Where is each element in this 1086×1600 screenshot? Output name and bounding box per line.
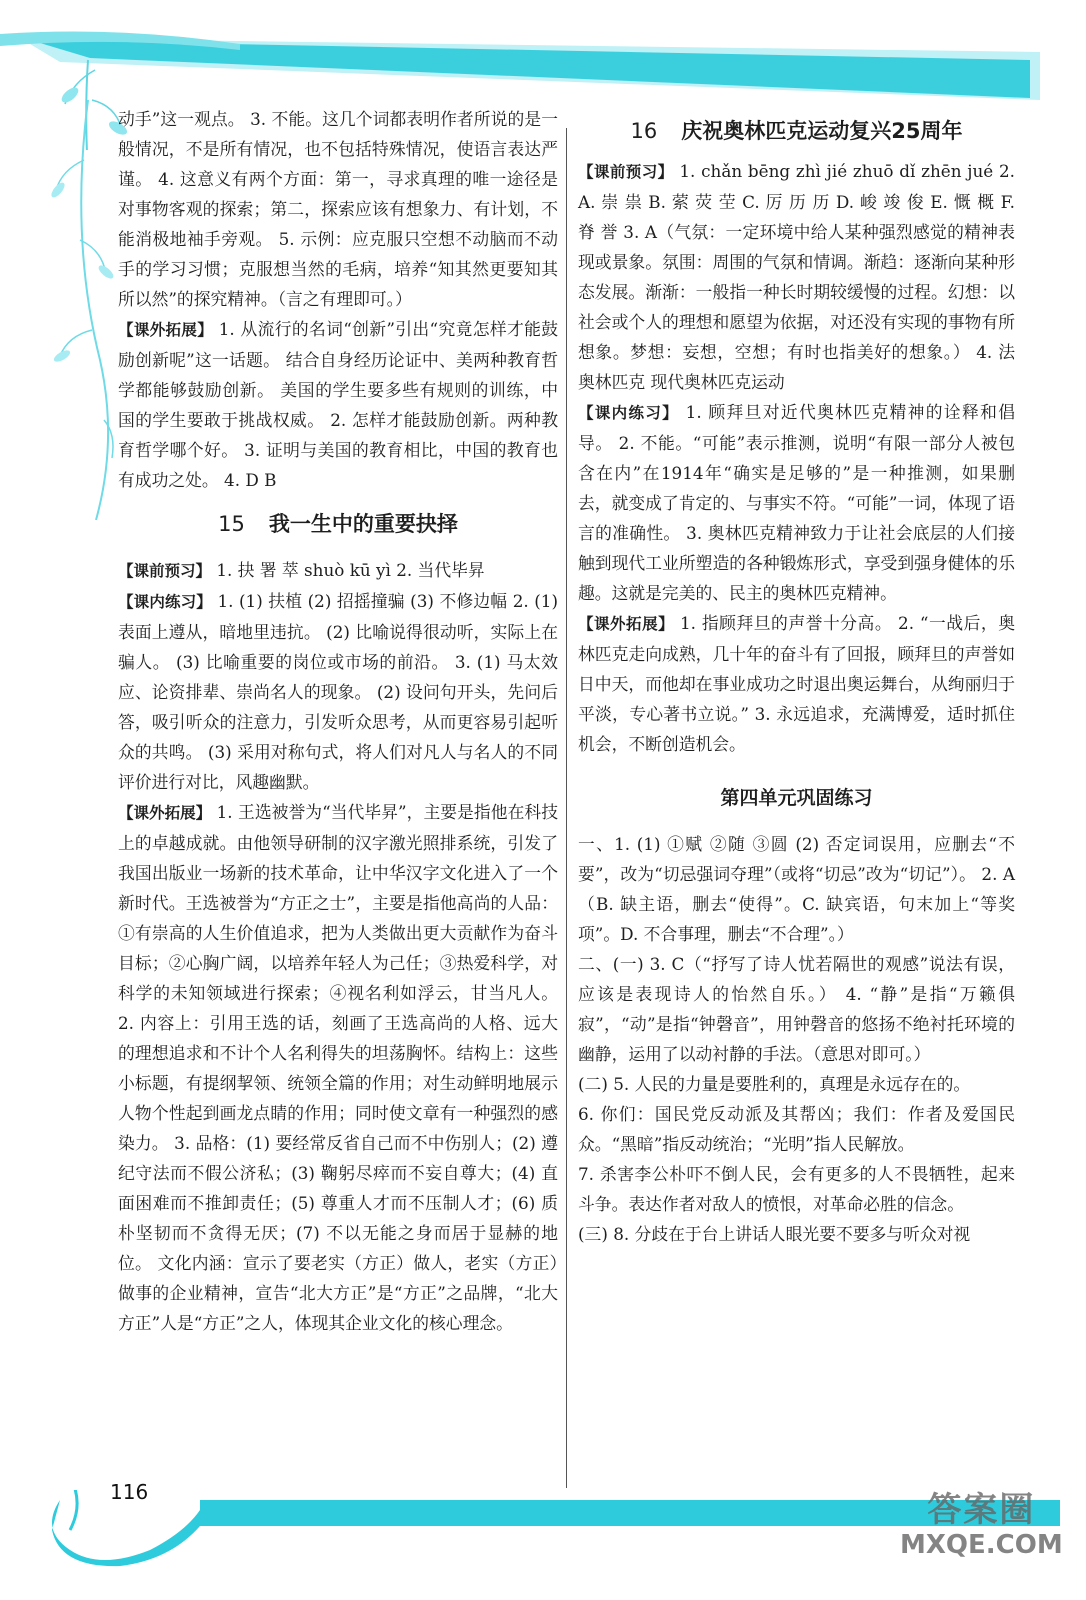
answer-text: 1. (1) 扶植 (2) 招摇撞骗 (3) 不修边幅 2. (1) 表面上遵从，暗地里违抗。 (2) 比喻说得很动听，实际上在骗人。 (3) 比喻重要的岗位或市场的前沿。 3. (1) 马太效应、论资排辈、崇尚名人的现象。 (2) 设问句开头，先问后答，吸引听众的注意力，引发听众思考，从而更容易引起听众的共鸣。 (3) 采用对称句式，将人们对凡人与名人的不同评价进行对比，风趣幽默。 — [118, 591, 558, 792]
answer-text: 1. 顾拜旦对近代奥林匹克精神的诠释和倡导。 2. 不能。“可能”表示推测，说明“有限一部分人被包含在内”在1914年“确实是足够的”是一种推测，如果删去，就变成了肯定的、与事实不符。“可能”一词，体现了语言的准确性。 3. 奥林匹克精神致力于让社会底层的人们接触到现代工业所塑造的各种锻炼形式，享受到强身健体的乐趣。这就是完美的、民主的奥林匹克精神。 — [578, 402, 1015, 603]
answer-paragraph: 6. 你们：国民党反动派及其帮凶；我们：作者及爱国民众。“黑暗”指反动统治；“光明”指人民解放。 — [578, 1104, 1015, 1154]
answer-paragraph — [578, 608, 1015, 759]
answer-text: 1. 抉 署 萃 shuò kū yì 2. 当代毕昇 — [211, 560, 485, 580]
page-number: 116 — [110, 1480, 149, 1504]
right-column — [578, 104, 1015, 1249]
answer-paragraph — [118, 555, 558, 586]
answer-paragraph — [578, 156, 1015, 397]
section-tag: 【课前预习】 — [578, 163, 674, 181]
answer-text: 1. 从流行的名词“创新”引出“究竟怎样才能鼓励创新呢”这一话题。 结合自身经历论证中、美两种教育哲学都能够鼓励创新。 美国的学生要多些有规则的训练，中国的学生要敢于挑战权威。 2. 怎样才能鼓励创新。两种教育哲学哪个好。 3. 证明与美国的教育相比，中国的教育也有成功之处。 4. D B — [118, 319, 558, 490]
answer-paragraph — [118, 314, 558, 495]
section-tag: 【课内练习】 — [118, 593, 212, 611]
lesson-name: 庆祝奥林匹克运动复兴25周年 — [681, 119, 963, 143]
answer-paragraph: 一、1. (1) ①赋 ②随 ③圆 (2) 否定词误用，应删去“不要”，改为“切忌强词夺理”（或将“切忌”改为“切记”）。 2. A（B. 缺主语，删去“使得”。C. 缺宾语，句末加上“等奖项”。D. 不合事理，删去“不合理”。） — [578, 834, 1015, 944]
lesson-name: 我一生中的重要抉择 — [268, 512, 458, 536]
answer-paragraph: 动手”这一观点。 3. 不能。这几个词都表明作者所说的是一般情况，不是所有情况，也不包括特殊情况，使语言表达严谨。 4. 这意义有两个方面：第一，寻求真理的唯一途径是对事物客观的探索；第二，探索应该有想象力、有计划，不能消极地袖手旁观。 5. 示例：应克服只空想不动脑而不动手的学习习惯；克服想当然的毛病，培养“知其然更要知其所以然”的探究精神。（言之有理即可。） — [118, 109, 558, 309]
lesson-title — [118, 509, 558, 539]
section-tag: 【课前预习】 — [118, 562, 212, 580]
answer-text: 1. chǎn bēng zhì jié zhuō dǐ zhēn jué 2. A. 崇 祟 B. 萦 荧 茔 C. 厉 历 历 D. 峻 竣 俊 E. 慨 概 F. 脊 誉 3. A（气氛：一定环境中给人某种强烈感觉的精神表现或景象。氛围：周围的气氛和情调。渐趋：逐渐向某种形态发展。渐渐：一般指一种长时期较缓慢的过程。幻想：以社会或个人的理想和愿望为依据，对还没有实现的事物有所想象。梦想：妄想，空想；有时也指美好的想象。） 4. 法 奥林匹克 现代奥林匹克运动 — [578, 161, 1015, 392]
answer-paragraph: 7. 杀害李公朴吓不倒人民，会有更多的人不畏牺牲，起来斗争。表达作者对敌人的愤恨，对革命必胜的信念。 — [578, 1164, 1015, 1214]
answer-paragraph — [118, 797, 558, 1338]
lesson-title — [578, 116, 1015, 146]
answer-paragraph: 二、(一) 3. C（“抒写了诗人忧若隔世的观感”说法有误，应该是表现诗人的怡然自乐。） 4. “静”是指“万籁俱寂”，“动”是指“钟磬音”，用钟磬音的悠扬不绝衬托环境的幽静，运用了以动衬静的手法。（意思对即可。） — [578, 954, 1015, 1064]
section-tag: 【课内练习】 — [578, 404, 680, 422]
lesson-number: 15 — [218, 512, 245, 536]
answer-paragraph — [578, 397, 1015, 608]
answer-paragraph: (二) 5. 人民的力量是要胜利的，真理是永远存在的。 — [578, 1074, 971, 1094]
section-tag: 【课外拓展】 — [118, 804, 212, 822]
lesson-number: 16 — [630, 119, 658, 143]
answer-paragraph — [118, 586, 558, 797]
section-tag: 【课外拓展】 — [118, 321, 214, 339]
watermark-logo: 答案圈 — [927, 1490, 1036, 1530]
column-divider — [566, 128, 567, 1488]
watermark-url: MXQE.COM — [900, 1530, 1063, 1560]
answer-paragraph: (三) 8. 分歧在于台上讲话人眼光要不要多与听众对视 — [578, 1224, 971, 1244]
left-column — [118, 104, 558, 1338]
vine-decoration — [40, 100, 120, 520]
unit-title: 第四单元巩固练习 — [720, 787, 873, 809]
watermark — [900, 1490, 1063, 1560]
section-tag: 【课外拓展】 — [578, 615, 675, 633]
answer-text: 1. 指顾拜旦的声誉十分高。 2. “一战后，奥林匹克走向成熟，几十年的奋斗有了回报，顾拜旦的声誉如日中天，而他却在事业成功之时退出奥运舞台，从绚丽归于平淡，专心著书立说。” 3. 永远追求，充满博爱，适时抓住机会，不断创造机会。 — [578, 613, 1015, 754]
answer-text: 1. 王选被誉为“当代毕昇”，主要是指他在科技上的卓越成就。由他领导研制的汉字激光照排系统，引发了我国出版业一场新的技术革命，让中华汉字文化进入了一个新时代。王选被誉为“方正之士”，主要是指他高尚的人品：①有崇高的人生价值追求，把为人类做出更大贡献作为奋斗目标；②心胸广阔，以培养年轻人为己任；③热爱科学，对科学的未知领域进行探索；④视名利如浮云，甘当凡人。 2. 内容上：引用王选的话，刻画了王选高尚的人格、远大的理想追求和不计个人名利得失的坦荡胸怀。结构上：这些小标题，有提纲挈领、统领全篇的作用；对生动鲜明地展示人物个性起到画龙点睛的作用；同时使文章有一种强烈的感染力。 3. 品格：(1) 要经常反省自己而不中伤别人；(2) 遵纪守法而不假公济私；(3) 鞠躬尽瘁而不妄自尊大；(4) 直面困难而不推卸责任；(5) 尊重人才而不压制人才；(6) 质朴坚韧而不贪得无厌；(7) 不以无能之身而居于显赫的地位。 文化内涵：宣示了要老实（方正）做人，老实（方正）做事的企业精神，宣告“北大方正”是“方正”之品牌，“北大方正”人是“方正”之人，体现其企业文化的核心理念。 — [118, 802, 558, 1333]
